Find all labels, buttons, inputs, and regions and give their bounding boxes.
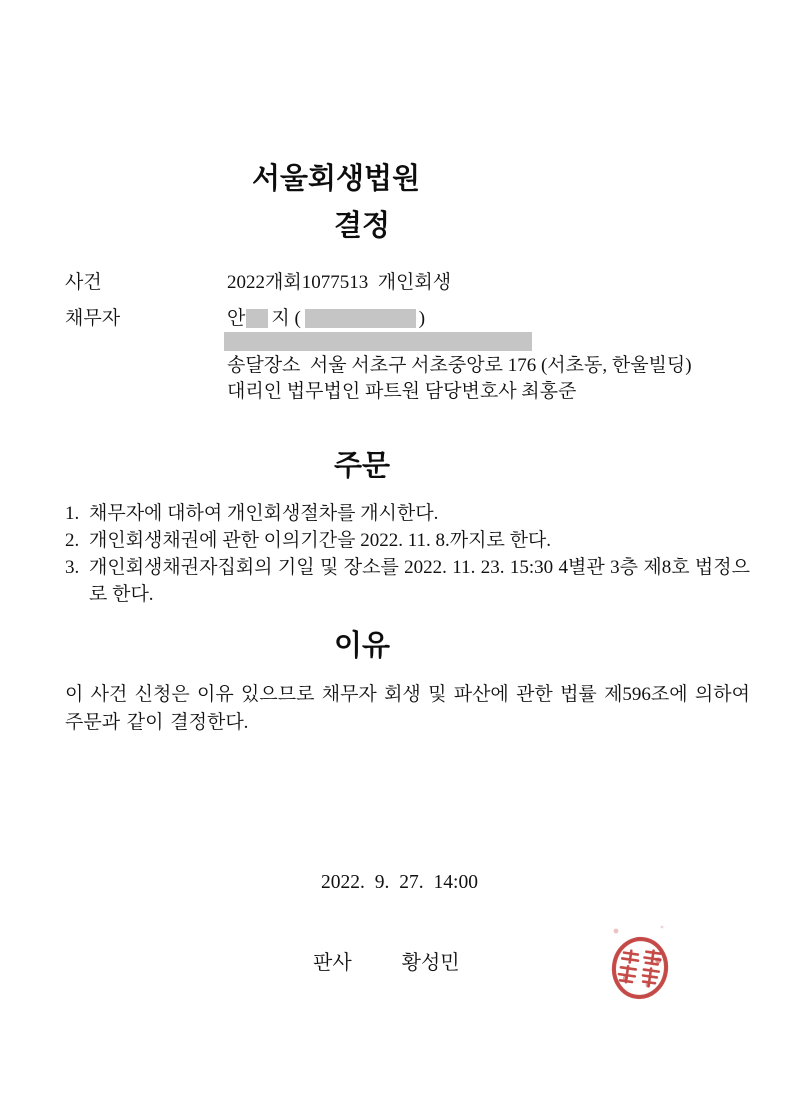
judge-seal-stamp-icon (605, 922, 673, 1002)
order-item-number: 3. (65, 557, 80, 578)
debtor-row (65, 307, 425, 331)
document-title: 결정 (334, 210, 391, 242)
case-number-value: 2022개회1077513 개인회생 (227, 272, 452, 293)
paren-open: ( (294, 308, 301, 329)
reason-paragraph: 이 사건 신청은 이유 있으므로 채무자 회생 및 파산에 관한 법률 제596조에 의하여 주문과 같이 결정한다. (65, 684, 750, 733)
reason-section-heading: 이유 (334, 630, 391, 662)
order-item-text: 개인회생채권에 관한 이의기간을 2022. 11. 8.까지로 한다. (89, 530, 552, 551)
debtor-name-value (227, 307, 425, 331)
case-label: 사건 (65, 272, 102, 293)
order-item-number: 2. (65, 530, 80, 551)
case-number-row (65, 271, 451, 295)
court-name-title: 서울회생법원 (252, 163, 421, 195)
judge-label: 판사 (313, 952, 352, 974)
order-item-text: 채무자에 대하여 개인회생절차를 개시한다. (89, 503, 439, 524)
representative-line: 대리인 법무법인 파트원 담당변호사 최홍준 (227, 381, 577, 402)
order-item-number: 1. (65, 503, 80, 524)
order-list (65, 500, 750, 608)
redaction-bar-address (224, 332, 532, 351)
redaction-box-id-number (305, 309, 416, 328)
order-item-text: 개인회생채권자집회의 기일 및 장소를 2022. 11. 23. 15:30 4별관 3층 제8호 법정으로 한다. (89, 557, 750, 605)
debtor-name-part1: 안 (227, 308, 246, 329)
debtor-name-part2: 지 (271, 308, 290, 329)
paren-close: ) (418, 308, 426, 329)
order-item (65, 500, 750, 527)
debtor-label: 채무자 (65, 308, 121, 329)
redaction-box-name (246, 309, 268, 328)
judge-name: 황성민 (401, 952, 460, 974)
decision-datetime: 2022. 9. 27. 14:00 (321, 872, 478, 893)
order-section-heading: 주문 (334, 450, 391, 482)
service-address-line: 송달장소 서울 서초구 서초중앙로 176 (서초동, 한울빌딩) (227, 355, 692, 376)
order-item (65, 527, 750, 554)
judge-signature-row (313, 946, 460, 975)
order-item (65, 554, 750, 608)
